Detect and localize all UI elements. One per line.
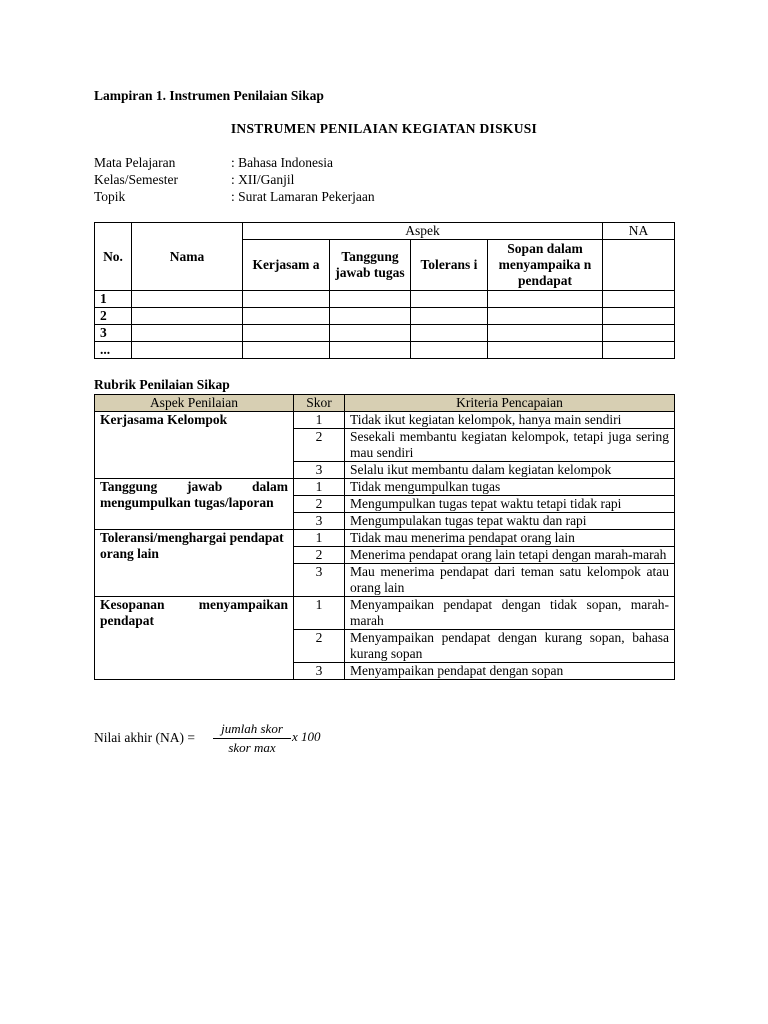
header-na: NA bbox=[603, 223, 675, 240]
formula-numerator: jumlah skor bbox=[213, 721, 291, 739]
skor-cell: 3 bbox=[294, 663, 345, 680]
table-row bbox=[95, 308, 675, 325]
kriteria-cell: Menyampaikan pendapat dengan kurang sopan, bahasa kurang sopan bbox=[345, 630, 675, 663]
table-row bbox=[95, 530, 675, 547]
appendix-title: Lampiran 1. Instrumen Penilaian Sikap bbox=[94, 88, 324, 103]
aspek-cell: Kesopanan menyampaikan pendapat bbox=[95, 597, 294, 680]
aspek-cell: Toleransi/menghargai pendapat orang lain bbox=[95, 530, 294, 597]
kriteria-cell: Menyampaikan pendapat dengan sopan bbox=[345, 663, 675, 680]
info-label: Mata Pelajaran bbox=[94, 155, 176, 170]
kriteria-cell: Selalu ikut membantu dalam kegiatan kelompok bbox=[345, 462, 675, 479]
table-row bbox=[95, 479, 675, 496]
kriteria-cell: Tidak ikut kegiatan kelompok, hanya main sendiri bbox=[345, 412, 675, 429]
info-label: Kelas/Semester bbox=[94, 172, 178, 187]
header-nama: Nama bbox=[132, 223, 243, 291]
header-toleransi: Tolerans i bbox=[411, 240, 488, 291]
skor-cell: 1 bbox=[294, 479, 345, 496]
skor-cell: 1 bbox=[294, 530, 345, 547]
header-no: No. bbox=[95, 223, 132, 291]
header-tanggung-jawab: Tanggung jawab tugas bbox=[330, 240, 411, 291]
table-row bbox=[95, 412, 675, 429]
info-value: : Bahasa Indonesia bbox=[231, 155, 333, 170]
skor-cell: 1 bbox=[294, 412, 345, 429]
skor-cell: 2 bbox=[294, 496, 345, 513]
header-kriteria: Kriteria Pencapaian bbox=[345, 395, 675, 412]
aspek-cell: Tanggung jawab dalam mengumpulkan tugas/laporan bbox=[95, 479, 294, 530]
aspek-cell: Kerjasama Kelompok bbox=[95, 412, 294, 479]
kriteria-cell: Sesekali membantu kegiatan kelompok, tetapi juga sering mau sendiri bbox=[345, 429, 675, 462]
formula-fraction bbox=[213, 721, 291, 756]
header-aspek: Aspek bbox=[243, 223, 603, 240]
formula-denominator: skor max bbox=[228, 740, 276, 755]
header-aspek-penilaian: Aspek Penilaian bbox=[95, 395, 294, 412]
formula-rhs: x 100 bbox=[292, 729, 321, 744]
info-value: : XII/Ganjil bbox=[231, 172, 295, 187]
row-number: 2 bbox=[95, 308, 132, 325]
formula-lhs: Nilai akhir (NA) = bbox=[94, 730, 195, 745]
kriteria-cell: Menerima pendapat orang lain tetapi dengan marah-marah bbox=[345, 547, 675, 564]
header-skor: Skor bbox=[294, 395, 345, 412]
info-value: : Surat Lamaran Pekerjaan bbox=[231, 189, 375, 204]
skor-cell: 2 bbox=[294, 429, 345, 462]
row-number: ... bbox=[95, 342, 132, 359]
main-title: INSTRUMEN PENILAIAN KEGIATAN DISKUSI bbox=[230, 121, 538, 136]
kriteria-cell: Mengumpulakan tugas tepat waktu dan rapi bbox=[345, 513, 675, 530]
table-row bbox=[95, 342, 675, 359]
table-row bbox=[95, 325, 675, 342]
aspek-table bbox=[94, 222, 675, 359]
rubrik-table bbox=[94, 394, 675, 680]
rubrik-title: Rubrik Penilaian Sikap bbox=[94, 377, 230, 392]
table-row bbox=[95, 291, 675, 308]
header-na-empty bbox=[603, 240, 675, 291]
kriteria-cell: Menyampaikan pendapat dengan tidak sopan, marah-marah bbox=[345, 597, 675, 630]
kriteria-cell: Mau menerima pendapat dari teman satu kelompok atau orang lain bbox=[345, 564, 675, 597]
skor-cell: 3 bbox=[294, 564, 345, 597]
kriteria-cell: Mengumpulkan tugas tepat waktu tetapi tidak rapi bbox=[345, 496, 675, 513]
kriteria-cell: Tidak mengumpulkan tugas bbox=[345, 479, 675, 496]
info-label: Topik bbox=[94, 189, 126, 204]
header-sopan: Sopan dalam menyampaika n pendapat bbox=[488, 240, 603, 291]
skor-cell: 3 bbox=[294, 513, 345, 530]
skor-cell: 3 bbox=[294, 462, 345, 479]
skor-cell: 1 bbox=[294, 597, 345, 630]
kriteria-cell: Tidak mau menerima pendapat orang lain bbox=[345, 530, 675, 547]
skor-cell: 2 bbox=[294, 630, 345, 663]
table-row bbox=[95, 597, 675, 630]
header-kerjasama: Kerjasam a bbox=[243, 240, 330, 291]
row-number: 1 bbox=[95, 291, 132, 308]
skor-cell: 2 bbox=[294, 547, 345, 564]
row-number: 3 bbox=[95, 325, 132, 342]
